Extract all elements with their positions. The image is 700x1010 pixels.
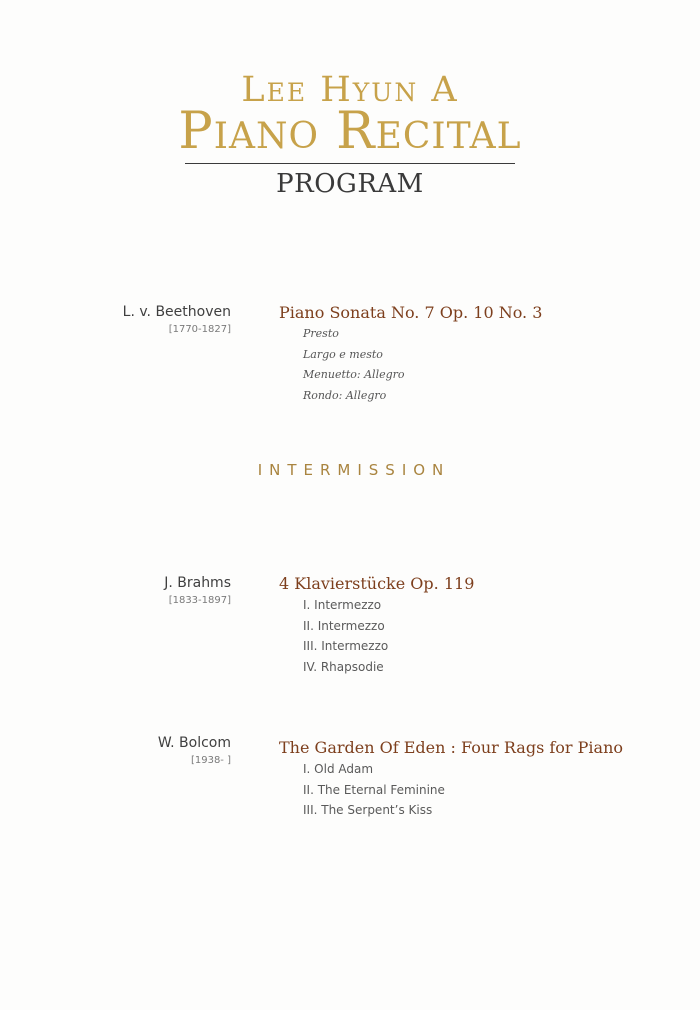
work-title: Piano Sonata No. 7 Op. 10 No. 3 bbox=[279, 303, 543, 322]
recital-title: Piano Recital bbox=[178, 102, 522, 161]
movement-item: Largo e mesto bbox=[303, 347, 383, 361]
composer-name: L. v. Beethoven bbox=[122, 304, 231, 320]
movement-item: III. The Serpent’s Kiss bbox=[303, 803, 433, 817]
composer-years: [1833-1897] bbox=[168, 595, 231, 606]
composer-beethoven bbox=[31, 303, 231, 338]
composer-brahms bbox=[31, 574, 231, 609]
movement-item: Menuetto: Allegro bbox=[303, 368, 405, 381]
work-bolcom-garden-of-eden bbox=[279, 737, 679, 821]
movement-list bbox=[279, 595, 679, 677]
work-title: 4 Klavierstücke Op. 119 bbox=[279, 574, 475, 593]
movement-item: II. Intermezzo bbox=[303, 618, 385, 633]
composer-bolcom bbox=[31, 734, 231, 769]
intermission-label: INTERMISSION bbox=[257, 461, 451, 479]
movement-list bbox=[279, 324, 679, 406]
work-brahms-klavierstucke bbox=[279, 573, 679, 677]
movement-item: IV. Rhapsodie bbox=[303, 659, 384, 674]
composer-name: W. Bolcom bbox=[157, 735, 231, 751]
title-divider bbox=[185, 163, 515, 164]
movement-item: III. Intermezzo bbox=[303, 639, 389, 653]
performer-name: Lee Hyun A bbox=[241, 70, 459, 110]
composer-name: J. Brahms bbox=[164, 575, 231, 591]
work-beethoven-sonata bbox=[279, 302, 679, 406]
movement-item: I. Old Adam bbox=[303, 762, 374, 776]
composer-years: [1770-1827] bbox=[168, 324, 231, 335]
work-title: The Garden Of Eden : Four Rags for Piano bbox=[279, 738, 624, 757]
movement-list bbox=[279, 759, 679, 821]
movement-item: Presto bbox=[303, 327, 339, 340]
program-heading: PROGRAM bbox=[276, 169, 424, 199]
composer-years: [1938- ] bbox=[190, 755, 231, 766]
movement-item: I. Intermezzo bbox=[303, 598, 382, 612]
movement-item: Rondo: Allegro bbox=[303, 388, 387, 402]
movement-item: II. The Eternal Feminine bbox=[303, 782, 445, 797]
